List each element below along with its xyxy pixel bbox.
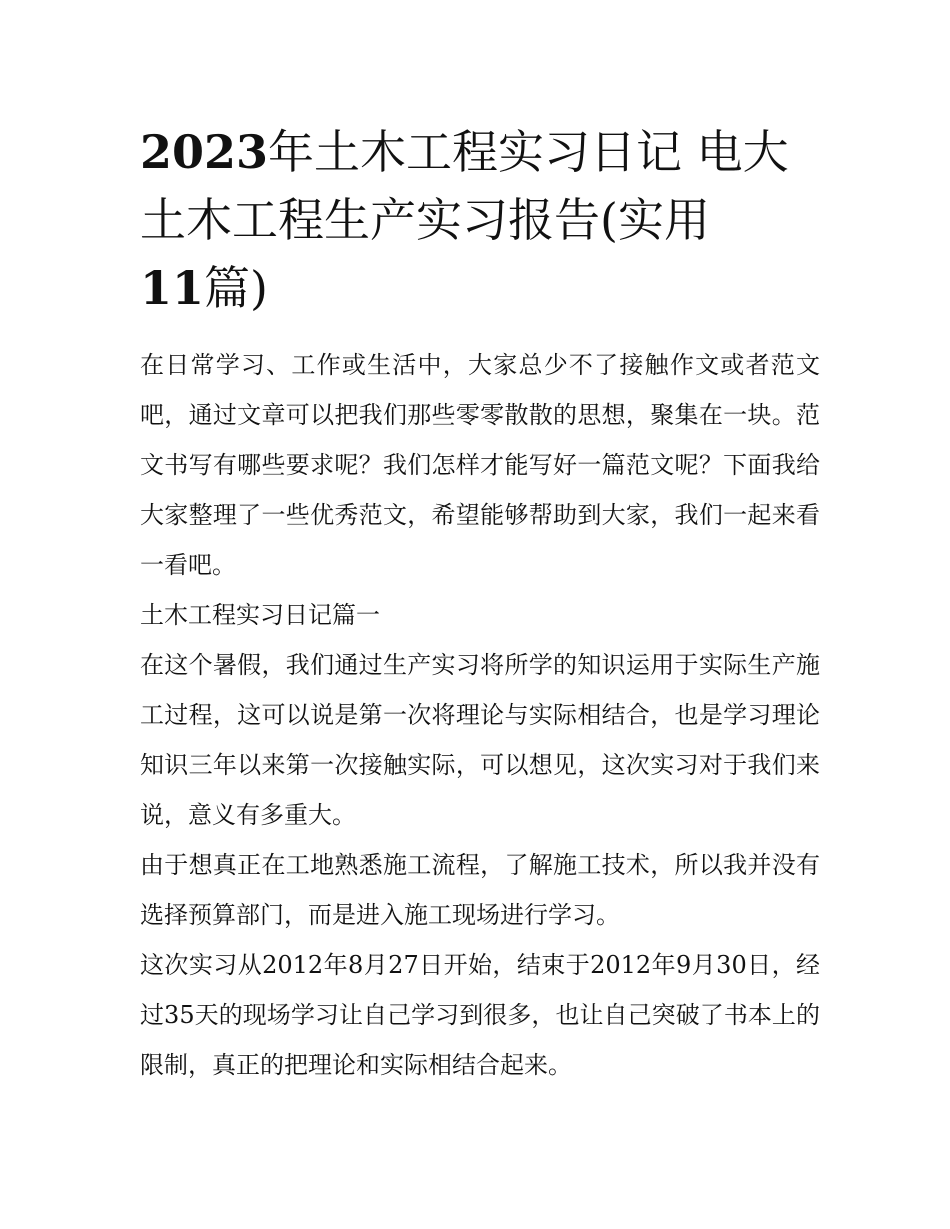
title-year: 2023 [140,125,269,179]
document-title [140,118,820,322]
section-heading: 土木工程实习日记篇一 [140,601,380,629]
body-paragraph-3: 这次实习从2012年8月27日开始，结束于2012年9月30日，经过35天的现场学习让自己学习到很多，也让自己突破了书本上的限制，真正的把理论和实际相结合起来。 [140,951,820,1079]
title-text-main: 年土木工程实习日记 电大土木工程生产实习报告(实用 [140,125,789,247]
intro-paragraph: 在日常学习、工作或生活中，大家总少不了接触作文或者范文吧，通过文章可以把我们那些零零散散的思想，聚集在一块。范文书写有哪些要求呢？我们怎样才能写好一篇范文呢？下面我给大家整理了一些优秀范文，希望能够帮助到大家，我们一起来看一看吧。 [140,351,820,579]
body-paragraph-1: 在这个暑假，我们通过生产实习将所学的知识运用于实际生产施工过程，这可以说是第一次将理论与实际相结合，也是学习理论知识三年以来第一次接触实际，可以想见，这次实习对于我们来说，意义有多重大。 [140,651,820,829]
title-text-end: 篇) [204,261,268,315]
body-paragraph-2: 由于想真正在工地熟悉施工流程，了解施工技术，所以我并没有选择预算部门，而是进入施工现场进行学习。 [140,851,820,929]
title-count: 11 [140,261,205,315]
document-page [140,118,820,1090]
